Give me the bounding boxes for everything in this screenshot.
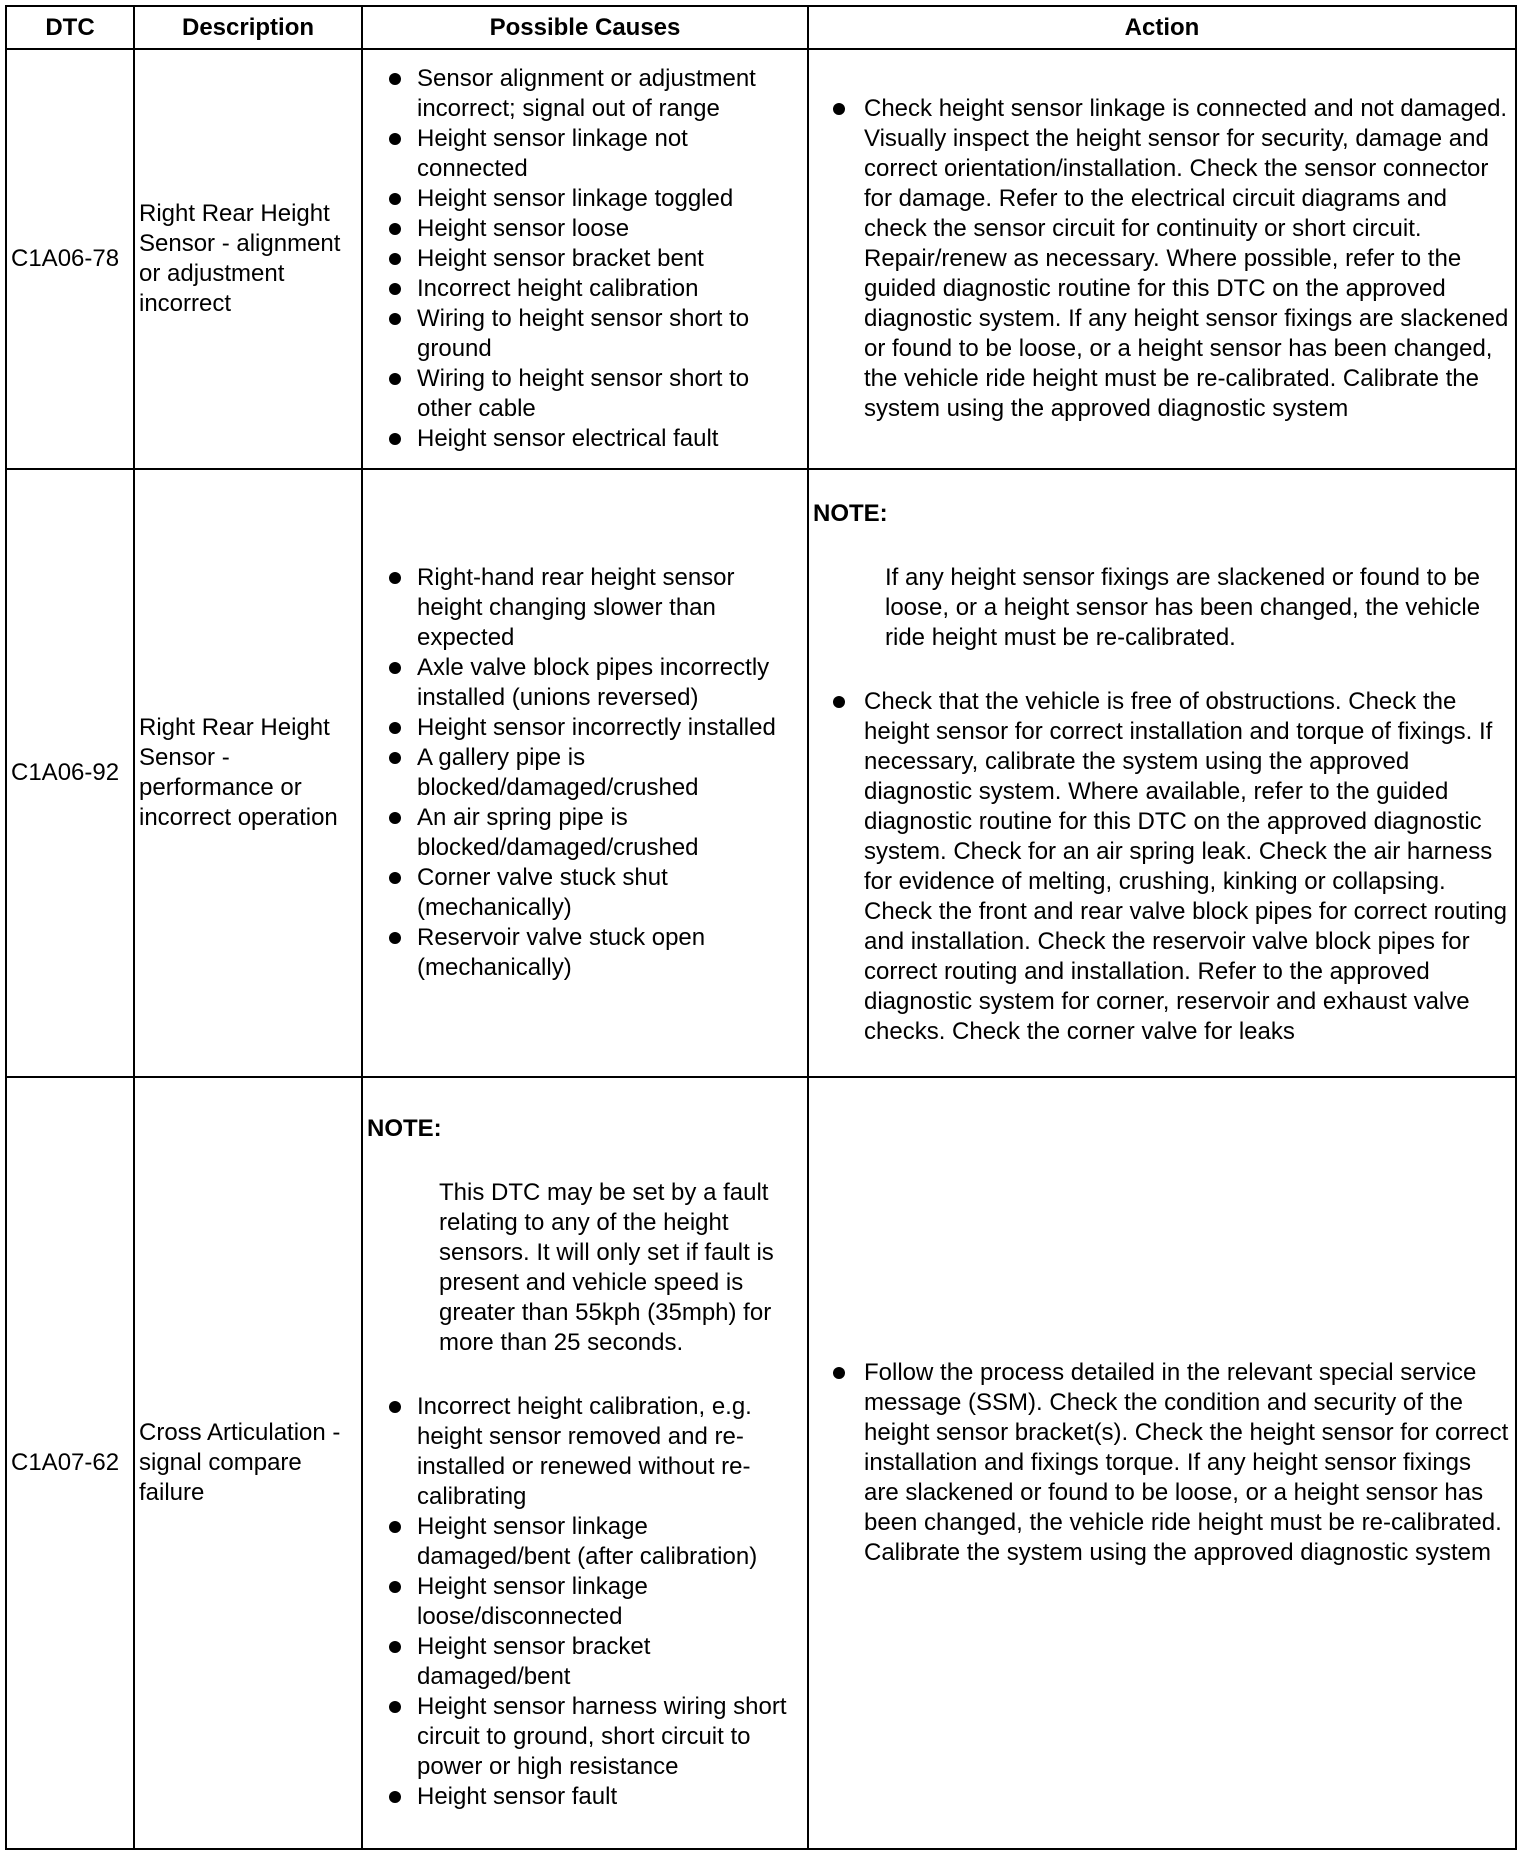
cause-text: Incorrect height calibration <box>417 275 699 302</box>
cause-text: Height sensor linkage damaged/bent (after calibration) <box>417 1513 758 1570</box>
dtc-code: C1A06-78 <box>6 49 134 469</box>
bullet-icon <box>389 722 401 734</box>
causes-list <box>367 64 803 454</box>
cause-text: Reservoir valve stuck open (mechanically) <box>417 924 706 981</box>
list-item <box>367 563 803 653</box>
bullet-icon <box>833 1367 845 1379</box>
table-row <box>6 1077 1516 1849</box>
list-item <box>367 863 803 923</box>
bullet-icon <box>389 73 401 85</box>
cause-text: Right-hand rear height sensor height changing slower than expected <box>417 564 735 651</box>
list-item <box>813 687 1511 1047</box>
header-action: Action <box>808 6 1516 49</box>
bullet-icon <box>833 696 845 708</box>
cause-text: Height sensor harness wiring short circuit to ground, short circuit to power or high resistance <box>417 1693 787 1780</box>
header-row <box>6 6 1516 49</box>
cause-text: Height sensor linkage loose/disconnected <box>417 1573 648 1630</box>
bullet-icon <box>389 313 401 325</box>
cause-text: Height sensor linkage toggled <box>417 185 734 212</box>
list-item <box>367 743 803 803</box>
note-text: This DTC may be set by a fault relating to any of the height sensors. It will only set if fault is present and vehicle speed is greater than 55kph (35mph) for more than 25 seconds. <box>439 1179 774 1356</box>
list-item <box>367 1632 803 1692</box>
list-item <box>367 653 803 713</box>
bullet-icon <box>833 103 845 115</box>
action-text: Check that the vehicle is free of obstructions. Check the height sensor for correct installation and torque of fixings. If necessary, calibrate the system using the approved diagnostic system. Where available, refer to the guided diagnostic routine for this DTC on the approved diagnostic system. Check for an air spring leak. Check the air harness for evidence of melting, crushing, kinking or collapsing. Check the front and rear valve block pipes for correct routing and installation. Check the reservoir valve block pipes for correct routing and installation. Refer to the approved diagnostic system for corner, reservoir and exhaust valve checks. Check the corner valve for leaks <box>864 688 1507 1045</box>
bullet-icon <box>389 932 401 944</box>
dtc-code: C1A06-92 <box>6 469 134 1077</box>
cause-text: An air spring pipe is blocked/damaged/crushed <box>417 804 699 861</box>
cause-text: Incorrect height calibration, e.g. height sensor removed and re-installed or renewed without re-calibrating <box>417 1393 752 1510</box>
bullet-icon <box>389 373 401 385</box>
possible-causes-cell <box>362 1077 808 1849</box>
list-item <box>367 184 803 214</box>
list-item <box>367 304 803 364</box>
list-item <box>367 1392 803 1512</box>
list-item <box>367 124 803 184</box>
bullet-icon <box>389 133 401 145</box>
bullet-icon <box>389 1641 401 1653</box>
dtc-description: Right Rear Height Sensor - alignment or adjustment incorrect <box>134 49 362 469</box>
dtc-table <box>5 5 1517 1850</box>
bullet-icon <box>389 433 401 445</box>
bullet-icon <box>389 1791 401 1803</box>
cause-text: Height sensor bracket damaged/bent <box>417 1633 651 1690</box>
action-text: Follow the process detailed in the relevant special service message (SSM). Check the condition and security of the height sensor bracket(s). Check the height sensor for correct installation and fixings torque. If any height sensor fixings are slackened or found to be loose, or a height sensor has been changed, the vehicle ride height must be re-calibrated. Calibrate the system using the approved diagnostic system <box>864 1359 1509 1566</box>
bullet-icon <box>389 662 401 674</box>
cause-text: Height sensor fault <box>417 1783 618 1810</box>
cause-text: Height sensor linkage not connected <box>417 125 688 182</box>
bullet-icon <box>389 1581 401 1593</box>
list-item <box>367 803 803 863</box>
list-item <box>367 244 803 274</box>
cause-text: Wiring to height sensor short to other cable <box>417 365 750 422</box>
bullet-icon <box>389 872 401 884</box>
bullet-icon <box>389 283 401 295</box>
bullet-icon <box>389 1401 401 1413</box>
cause-text: Height sensor loose <box>417 215 630 242</box>
list-item <box>367 713 803 743</box>
header-dtc: DTC <box>6 6 134 49</box>
action-list <box>813 687 1511 1047</box>
list-item <box>813 94 1511 424</box>
action-text: Check height sensor linkage is connected and not damaged. Visually inspect the height sensor for security, damage and correct orientation/installation. Check the sensor connector for damage. Refer to the electrical circuit diagrams and check the sensor circuit for continuity or short circuit. Repair/renew as necessary. Where possible, refer to the guided diagnostic routine for this DTC on the approved diagnostic system. If any height sensor fixings are slackened or found to be loose, or a height sensor has been changed, the vehicle ride height must be re-calibrated. Calibrate the system using the approved diagnostic system <box>864 95 1509 422</box>
list-item <box>367 364 803 424</box>
causes-list <box>367 1392 803 1812</box>
cause-text: Height sensor bracket bent <box>417 245 704 272</box>
bullet-icon <box>389 1701 401 1713</box>
list-item <box>367 214 803 244</box>
list-item <box>367 424 803 454</box>
note-text: If any height sensor fixings are slackened or found to be loose, or a height sensor has been changed, the vehicle ride height must be re-calibrated. <box>885 564 1481 651</box>
table-row <box>6 49 1516 469</box>
header-possible-causes: Possible Causes <box>362 6 808 49</box>
cause-text: Wiring to height sensor short to ground <box>417 305 750 362</box>
dtc-description: Cross Articulation - signal compare failure <box>134 1077 362 1849</box>
cause-text: Height sensor incorrectly installed <box>417 714 776 741</box>
cause-text: Axle valve block pipes incorrectly installed (unions reversed) <box>417 654 770 711</box>
cause-text: Sensor alignment or adjustment incorrect; signal out of range <box>417 65 756 122</box>
bullet-icon <box>389 193 401 205</box>
bullet-icon <box>389 812 401 824</box>
action-cell <box>808 469 1516 1077</box>
dtc-description: Right Rear Height Sensor - performance or incorrect operation <box>134 469 362 1077</box>
list-item <box>367 1512 803 1572</box>
header-description: Description <box>134 6 362 49</box>
bullet-icon <box>389 1521 401 1533</box>
bullet-icon <box>389 223 401 235</box>
bullet-icon <box>389 572 401 584</box>
dtc-code: C1A07-62 <box>6 1077 134 1849</box>
note-label: NOTE: <box>367 1115 442 1142</box>
list-item <box>367 923 803 983</box>
table-row <box>6 469 1516 1077</box>
bullet-icon <box>389 253 401 265</box>
list-item <box>367 64 803 124</box>
action-list <box>813 94 1511 424</box>
action-cell <box>808 49 1516 469</box>
note-label: NOTE: <box>813 500 888 527</box>
action-list <box>813 1358 1511 1568</box>
cause-text: Height sensor electrical fault <box>417 425 719 452</box>
bullet-icon <box>389 752 401 764</box>
possible-causes-cell <box>362 469 808 1077</box>
possible-causes-cell <box>362 49 808 469</box>
list-item <box>367 274 803 304</box>
list-item <box>367 1692 803 1782</box>
causes-list <box>367 563 803 983</box>
action-cell <box>808 1077 1516 1849</box>
list-item <box>367 1782 803 1812</box>
list-item <box>367 1572 803 1632</box>
cause-text: A gallery pipe is blocked/damaged/crushed <box>417 744 699 801</box>
list-item <box>813 1358 1511 1568</box>
cause-text: Corner valve stuck shut (mechanically) <box>417 864 668 921</box>
